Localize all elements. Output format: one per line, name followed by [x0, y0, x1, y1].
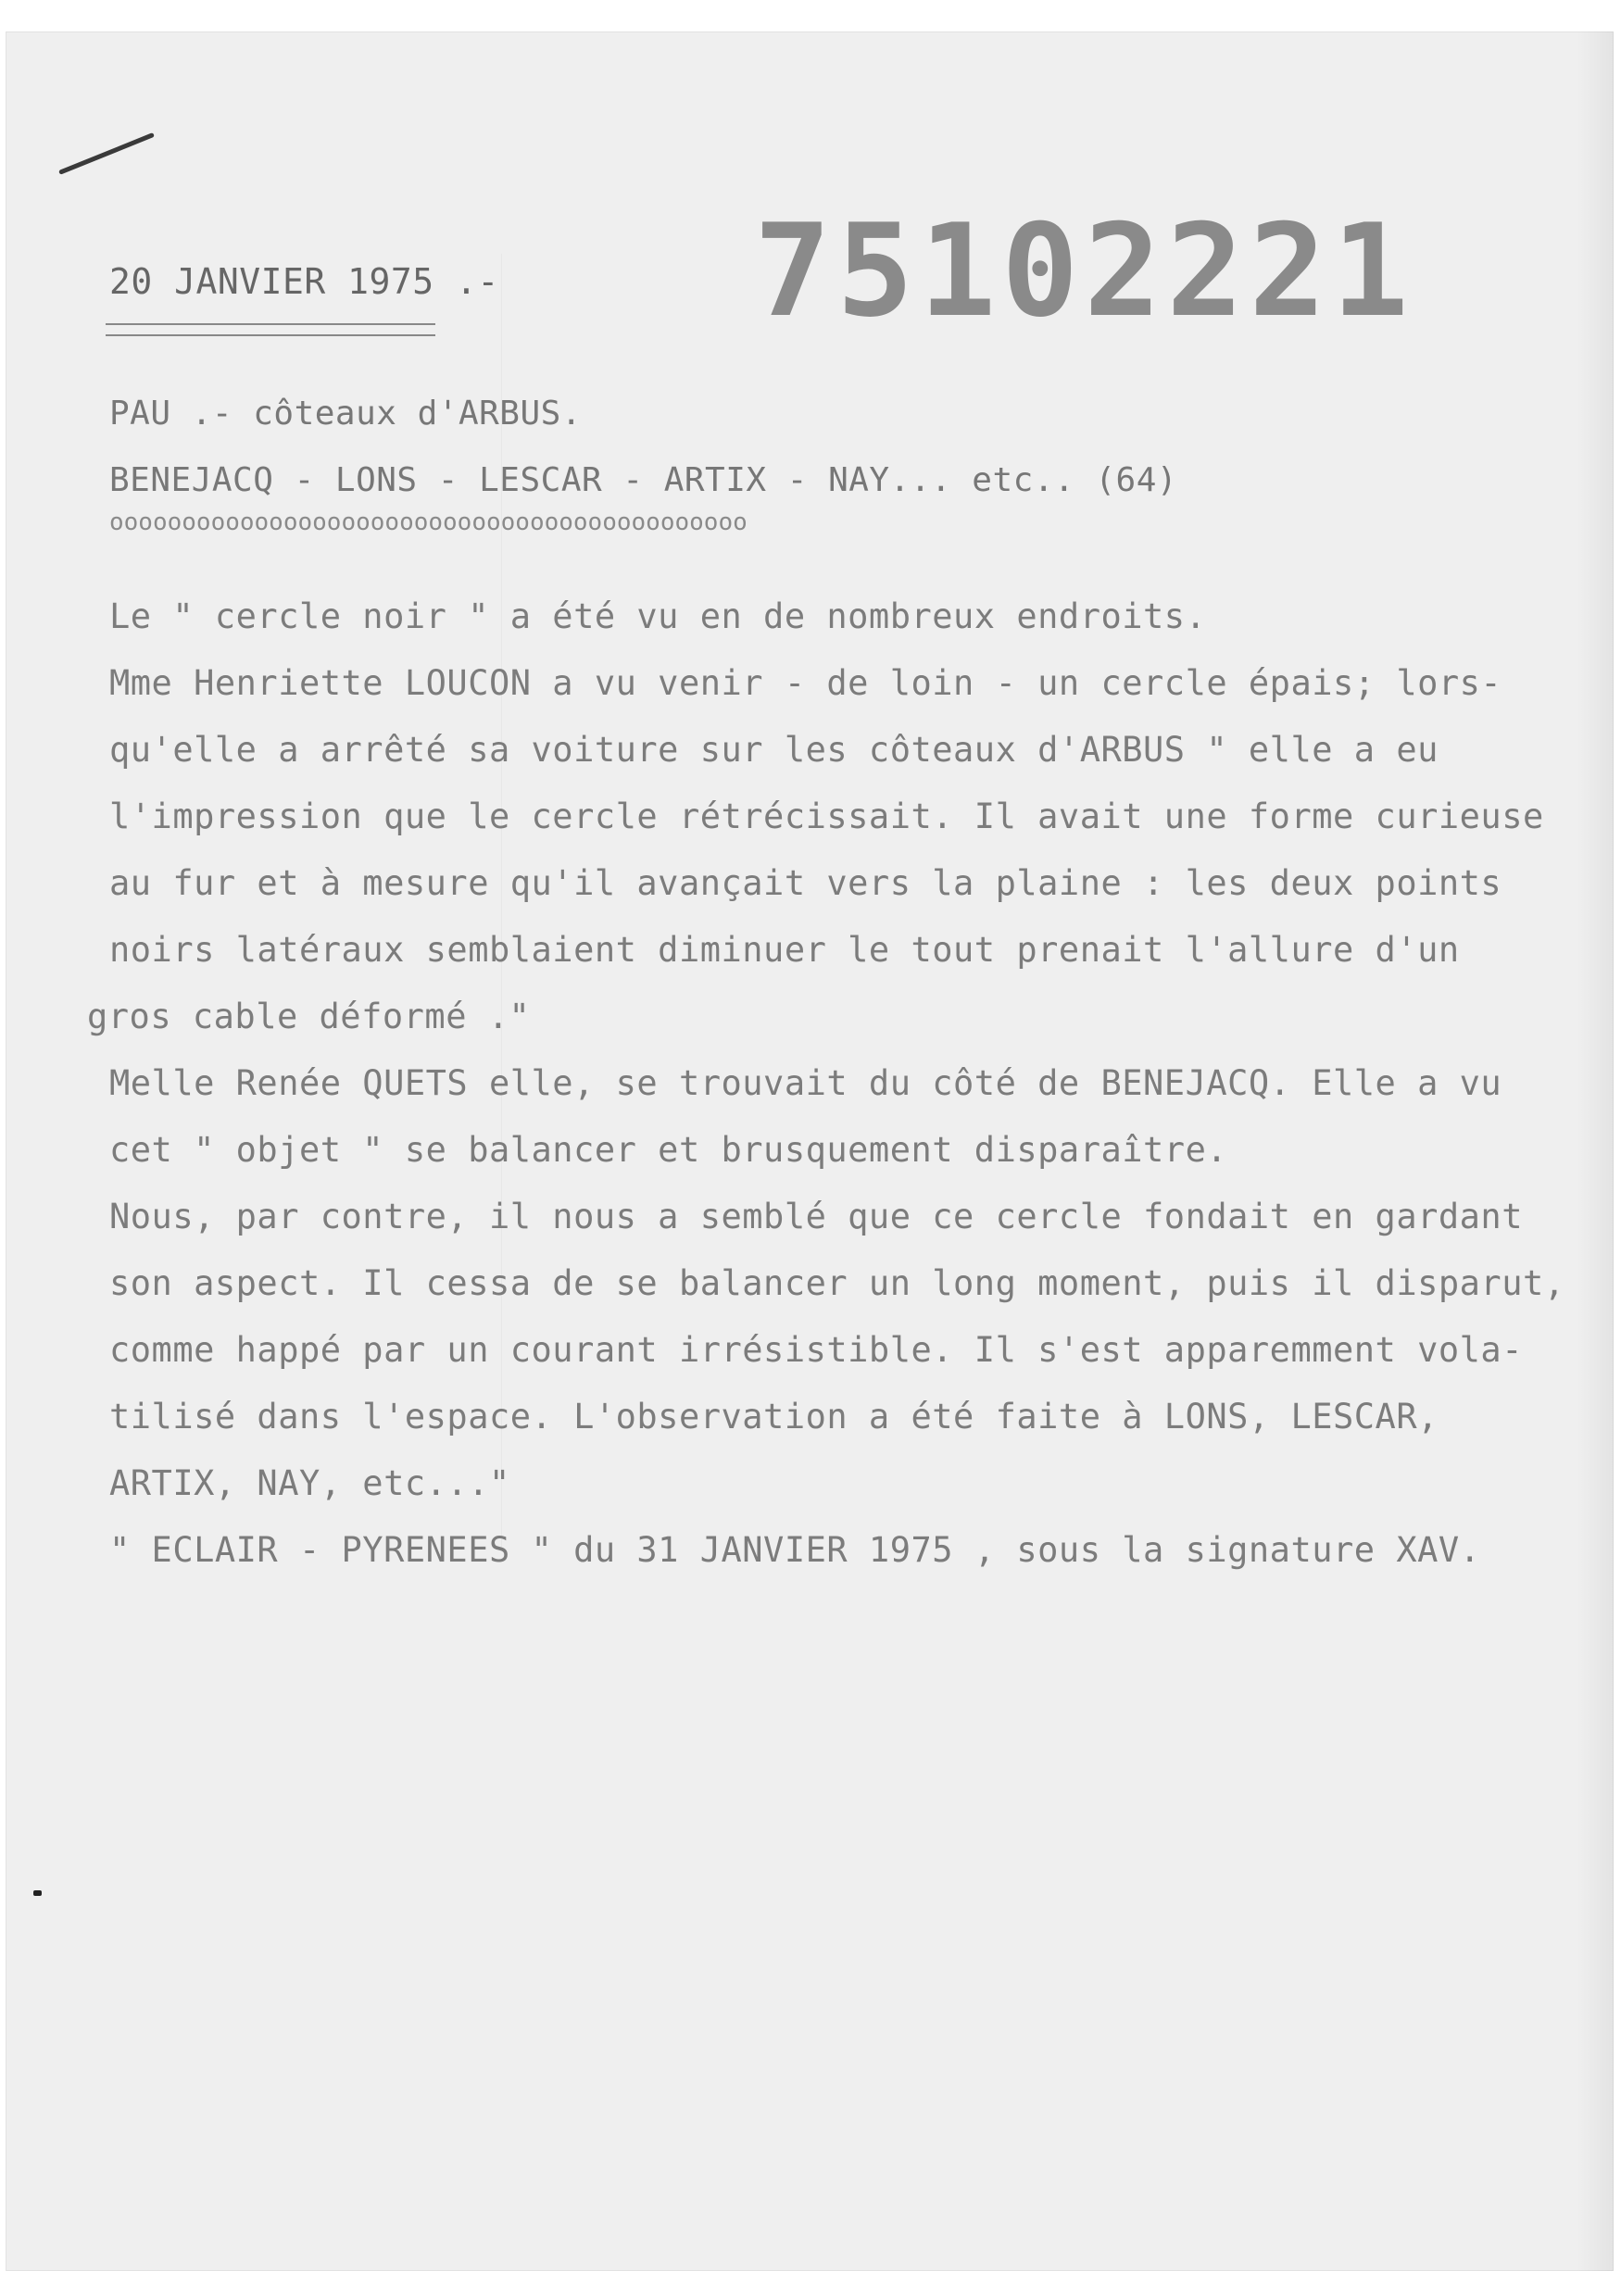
location-line-2: BENEJACQ - LONS - LESCAR - ARTIX - NAY... etc.. (64)	[109, 461, 1178, 499]
body-line: comme happé par un courant irrésistible. Il s'est apparemment vola-	[109, 1330, 1523, 1370]
body-line: tilisé dans l'espace. L'observation a été faite à LONS, LESCAR,	[109, 1397, 1439, 1437]
body-line: cet " objet " se balancer et brusquement disparaître.	[109, 1130, 1228, 1170]
reference-number-stamp: 75102221	[754, 196, 1414, 345]
body-line: son aspect. Il cessa de se balancer un long moment, puis il disparut,	[109, 1263, 1565, 1303]
body-line: qu'elle a arrêté sa voiture sur les côteaux d'ARBUS " elle a eu	[109, 730, 1439, 770]
date-double-underline	[106, 323, 435, 336]
body-line: Nous, par contre, il nous a semblé que ce cercle fondait en gardant	[109, 1197, 1523, 1236]
source-citation: " ECLAIR - PYRENEES " du 31 JANVIER 1975 , sous la signature XAV.	[109, 1530, 1481, 1570]
body-line: l'impression que le cercle rétrécissait. Il avait une forme curieuse	[109, 797, 1544, 836]
body-line: au fur et à mesure qu'il avançait vers la plaine : les deux points	[109, 863, 1502, 903]
body-line: Le " cercle noir " a été vu en de nombreux endroits.	[109, 596, 1207, 636]
document-date: 20 JANVIER 1975 .-	[109, 261, 499, 302]
pen-stroke-mark	[58, 132, 155, 175]
body-line: Melle Renée QUETS elle, se trouvait du côté de BENEJACQ. Elle a vu	[109, 1063, 1502, 1103]
body-line: Mme Henriette LOUCON a vu venir - de loin - un cercle épais; lors-	[109, 663, 1502, 703]
ink-dot-mark	[33, 1890, 42, 1896]
body-line: gros cable déformé ."	[87, 997, 531, 1036]
separator-line: oooooooooooooooooooooooooooooooooooooooooooo	[109, 508, 748, 536]
location-line-1: PAU .- côteaux d'ARBUS.	[109, 395, 582, 433]
document-page	[6, 31, 1614, 2271]
body-line: ARTIX, NAY, etc..."	[109, 1463, 510, 1503]
body-line: noirs latéraux semblaient diminuer le tout prenait l'allure d'un	[109, 930, 1460, 970]
